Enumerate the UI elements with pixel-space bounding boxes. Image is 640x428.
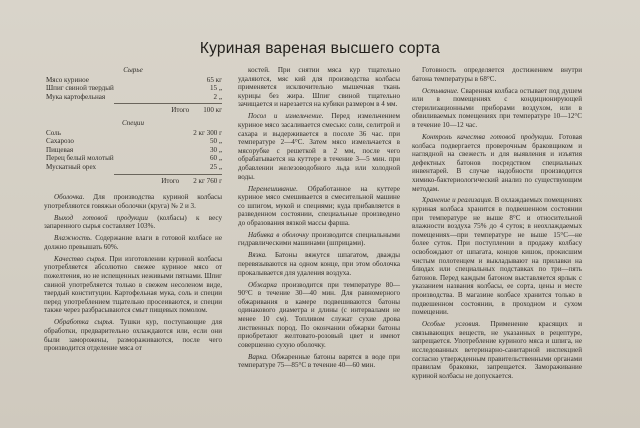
column-left — [44, 66, 222, 356]
paragraph-text: Перед измельчением куриное мясо засаливается смесью: соли, селитрой и сахара и выдерживается в посоле 36 час. при температуре 2—4°С. Затем мясо измельчается в мясорубке с решеткой в 2 мм, после чего обрабатывается на куттере в течение 3—5 мин. при добавлении железоводобного льда или холодной воды. — [238, 112, 400, 181]
raw-item-value: 65 кг — [206, 75, 222, 84]
paragraph-lead: Обжарка — [248, 280, 282, 289]
paragraph — [238, 66, 400, 109]
column-middle — [238, 66, 400, 373]
paragraph-text: костей. При снятии мяса кур тщательно удаляются, мяс кий для производства колбасы применяется исключительно мышечная ткань курицы без жира. Шпиг свиной тщательно зачищается и нарезается на кубики размером в 4 мм. — [238, 66, 400, 109]
paragraph — [412, 196, 582, 316]
paragraph-text: Готовность определяется достижением внутри батона температуры в 68°С. — [412, 66, 582, 83]
spice-heading: Специи — [121, 118, 145, 127]
spice-item-row — [44, 137, 222, 146]
paragraph — [44, 255, 222, 315]
paragraph-text: производится при температуре 80—90°С в течение 30—40 мин. Для равномерного обжаривания в камере подвешиваются батоны одинакового диаметра и длины (с интервалами не менее 10 см). Топливом служат сухие дрова лиственных пород. По окончании обжарки батоны приобретают желтовато-розовый цвет и имеют совершенно сухую оболочку. — [238, 280, 400, 349]
paragraph-text: В охлаждаемых помещениях куриная колбаса хранится в подвешенном состоянии при температуре не выше 8°С и относительной влажности воздуха 75% до 4 суток; в неохлаждаемых помещениях—при температуре не выше 15°С—не более суток. При поступлении в продажу колбасу освобождают от шпагата, концов кишок, прокисшим чистым полотенцем и выкладывают на прилавки на блюдах или специальных подставках по три—пять батонов. Перед каждым батоном выставляется ярлык с указанием названия колбасы, ее сорта, цены и месте производства. В магазине колбасе хранится только в подвешенном состоянии, в проходном и сухом помещении. — [412, 196, 582, 317]
paragraph — [412, 133, 582, 193]
column-right — [412, 66, 582, 384]
spice-item-row — [44, 129, 222, 138]
paragraph-text: Тушки кур, поступающие для обработки, предварительно охлаждаются или, если они были заморожены, размораживаются, после чего производится отделение мяса от — [44, 318, 222, 353]
paragraph-lead: Качество сырья. — [54, 254, 110, 263]
raw-item-value: 2 „ — [213, 92, 222, 101]
raw-item-name: Шпиг свиной твердый — [46, 84, 114, 93]
paragraph-lead: Особые условия. — [422, 320, 491, 329]
paragraph-text: Батоны вяжутся шпагатом, дважды перевязываются на одном конце, при этом оболочка прокалывается для удаления воздуха. — [238, 251, 400, 277]
paragraph — [44, 318, 222, 352]
paragraph-lead: Влажность. — [54, 234, 96, 243]
spice-item-row — [44, 146, 222, 155]
spice-item-value: 60 „ — [209, 154, 222, 163]
raw-item-name: Мясо куриное — [46, 75, 89, 84]
col2-paragraphs — [238, 66, 400, 370]
spice-items — [44, 129, 222, 172]
spice-item-name: Соль — [46, 128, 61, 137]
paragraph — [238, 281, 400, 350]
paragraph-lead: Хранение и реализация. — [422, 196, 495, 205]
spice-item-name: Сахарозо — [46, 137, 74, 146]
spice-item-row — [44, 163, 222, 172]
paragraph-lead: Варка. — [248, 352, 272, 361]
spice-item-value: 2 кг 300 г — [193, 128, 222, 137]
paragraph — [412, 320, 582, 380]
paragraph — [238, 185, 400, 228]
raw-total-value: 100 кг — [203, 106, 222, 115]
raw-items — [44, 76, 222, 102]
paragraph-text: Сваренная колбаса остывает под душем или в помещениях с кондиционирующей стерилизационными приборами воздухом, или в обвиливаемых помещениях при температуре 10—12°С в течение 10—12 час. — [412, 86, 583, 129]
spice-item-value: 30 „ — [209, 145, 222, 154]
paragraph — [238, 353, 400, 370]
paragraph — [238, 251, 400, 277]
col3-paragraphs — [412, 66, 582, 380]
paragraph-text: При изготовлении куриной колбасы употребляется абсолютно свежее куриное мясо от пожелтения, но не испещенных неживыми пятнами. Шпиг свиной употребляется только в свежем несоленом виде, твердый конституции. Картофельная мука, соль и специи перед употреблением тщательно просеиваются, и специи также через разбрасываются смыт пищевых помолом. — [44, 254, 222, 315]
paragraph-text: Обработанное на куттере куриное мясо смешивается в смесительной машине со шпигом, мукой и специями; куда прибавляется в разведенном состоянии, специальные произведено до образования вязкой массы фарша. — [238, 184, 400, 227]
paragraph-text: Обжаренные батоны варятся в воде при температуре 75—85°С в течение 40—60 мин. — [238, 352, 400, 370]
raw-item-row — [44, 93, 222, 102]
paragraph-text: Содержание влаги в готовой колбасе не должно превышать 60%. — [44, 234, 222, 251]
paragraph — [44, 214, 222, 231]
spice-total — [44, 177, 222, 186]
paragraph-text: (колбасы) к весу запаренного сырья составляет 103%. — [44, 213, 222, 231]
paragraph — [44, 193, 222, 210]
paragraph — [412, 66, 582, 83]
col1-paragraphs — [44, 193, 222, 353]
spice-item-name: Мускатный орех — [46, 162, 97, 171]
divider — [114, 103, 222, 104]
raw-item-row — [44, 84, 222, 93]
raw-item-value: 15 „ — [209, 84, 222, 93]
paragraph — [412, 87, 582, 130]
spice-item-value: 25 „ — [209, 162, 222, 171]
paragraph-text: производится специальными гидравлическими машинами (шприцами). — [238, 230, 400, 248]
paragraph — [238, 231, 400, 248]
spice-item-name: Пищевая — [46, 145, 74, 154]
spice-item-row — [44, 154, 222, 163]
paragraph — [44, 234, 222, 251]
paragraph-lead: Оболочка. — [54, 193, 94, 202]
paragraph-lead: Выход готовой продукции — [54, 213, 158, 222]
page-title: Куриная вареная высшего сорта — [199, 40, 441, 57]
raw-item-name: Мука картофельная — [46, 92, 106, 101]
paragraph-lead: Остывание. — [422, 86, 461, 95]
spice-item-value: 50 „ — [209, 137, 222, 146]
spice-item-name: Перец белый молотый — [46, 154, 114, 163]
paragraph-lead: Контроль качества готовой продукции. — [422, 132, 559, 141]
spice-total-value: 2 кг 760 г — [193, 176, 222, 185]
paragraph-lead: Обработка сырья. — [54, 318, 120, 327]
paragraph-text: Для производства куриной колбасы употребляются говяжьи оболочки (круга) № 2 и 3. — [44, 193, 222, 210]
raw-total — [44, 106, 222, 115]
paragraph-lead: Перемешивание. — [248, 184, 308, 193]
divider — [114, 174, 222, 175]
raw-item-row — [44, 76, 222, 85]
spice-total-label: Итого — [161, 176, 180, 185]
raw-heading: Сырье — [123, 66, 143, 74]
paragraph-lead: Посол и измельчение. — [248, 112, 332, 121]
paragraph-lead: Набивка в оболочку — [248, 230, 312, 239]
paragraph-lead: Вязка. — [248, 251, 275, 260]
paragraph-text: Готовая колбаса подвергается проверочным браковщиком и наглядной на свежесть и для выявления и изъятия дефектных батонов посредством специальных инвентарей. В случае надобности производится химико-бактериологический анализ по существующим методам. — [412, 132, 582, 193]
recipe-table — [44, 66, 222, 185]
paragraph — [238, 112, 400, 181]
raw-total-label: Итого — [171, 106, 190, 115]
paragraph-text: Применение красящих и связывающих веществ, не указанных в рецептуре, запрещается. Употребление куриного мяса и шпига, не исследованных ветеринарно-санитарной инспекцией согласно утвержденным правительственными органами правилам браковки, запрещается. Замораживание куриной колбасы не допускается. — [412, 320, 582, 380]
